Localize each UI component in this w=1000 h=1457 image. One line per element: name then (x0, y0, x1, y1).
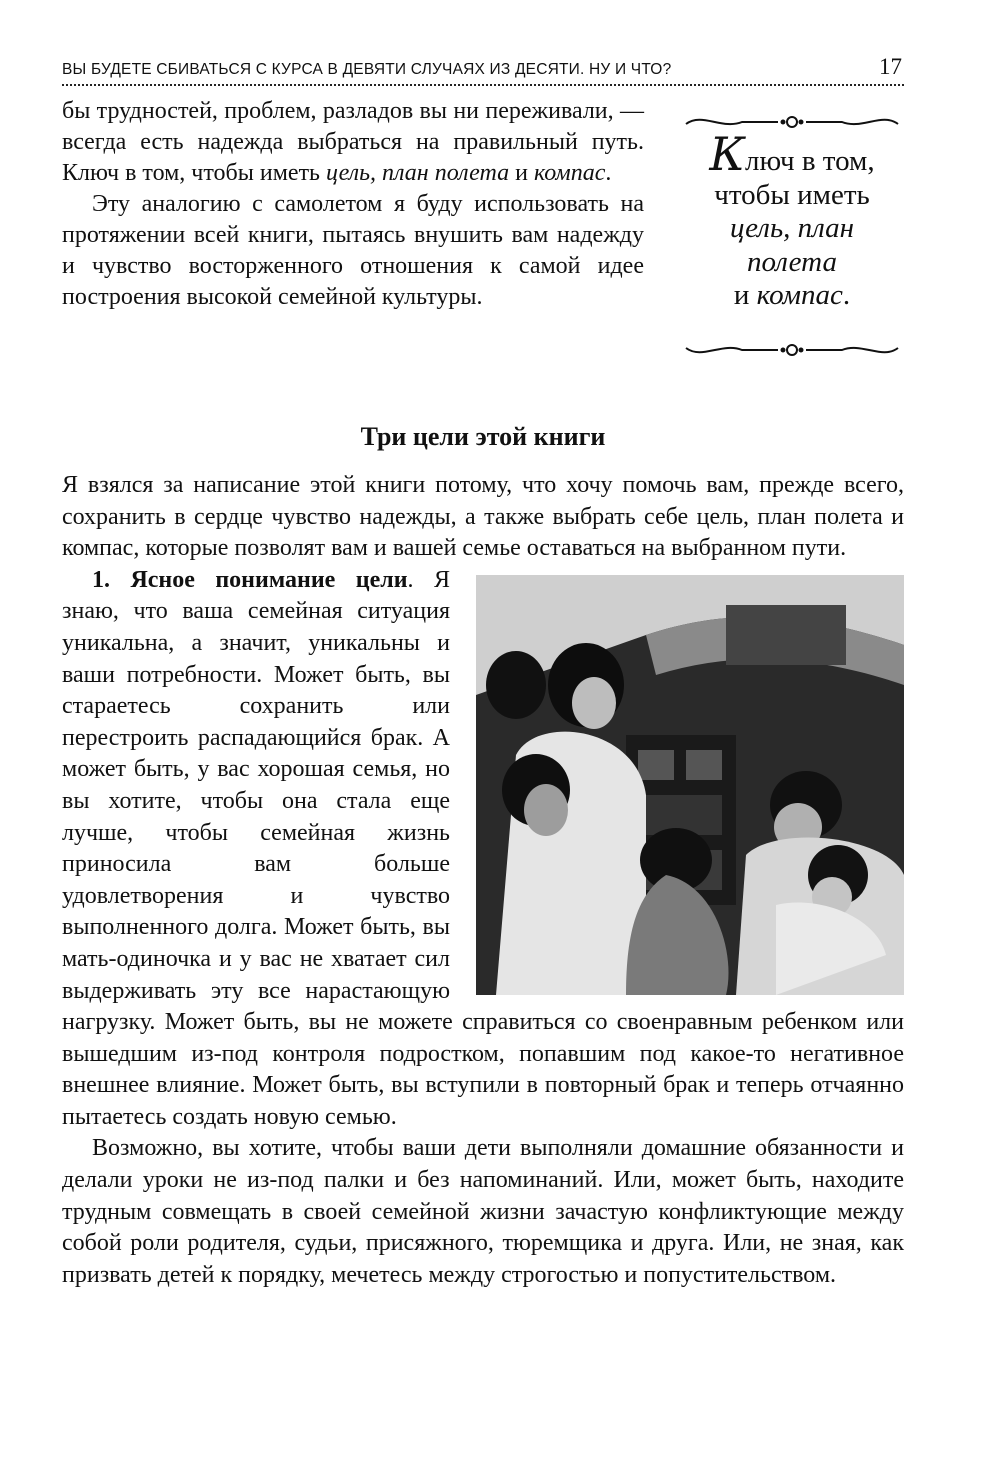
running-header (62, 52, 904, 86)
running-title: ВЫ БУДЕТЕ СБИВАТЬСЯ С КУРСА В ДЕВЯТИ СЛУЧАЯХ ИЗ ДЕСЯТИ. НУ И ЧТО? (62, 61, 672, 78)
item-1-paragraph: 1. Ясное понимание цели. Я знаю, что ваша семейная ситуация уникальна, а значит, уникальны и ваши потребности. Может быть, вы стараетесь сохранить или перестроить распадающийся брак. А может быть, у вас хорошая семья, но вы хотите, чтобы она стала еще лучше, чтобы семейная жизнь приносила вам больше удовлетворения и чувство выполненного долга. Может быть, вы мать-одиночка и у вас не хватает сил выдерживать эту все нарастающую нагрузку. Может быть, вы не можете справиться со своенравным ребенком или вышедшим из-под контроля подростком, попавшим под какое-то негативное внешнее влияние. Может быть, вы вступили в повторный брак и теперь отчаянно пытаетесь создать новую семью. (62, 566, 904, 1130)
pull-quote (682, 110, 902, 362)
page-number: 17 (879, 54, 902, 79)
intro-paragraph-1: бы трудностей, проблем, разладов вы ни переживали, — всегда есть надежда выбраться на правильный путь. Ключ в том, чтобы иметь цель, план полета и компас. (62, 98, 644, 186)
section-title: Три цели этой книги (360, 422, 606, 451)
item-1-heading: 1. Ясное понимание цели (92, 566, 408, 593)
intro-paragraph-2: Эту аналогию с самолетом я буду использовать на протяжении всей книги, пытаясь внушить вам надежду и чувство восторженного отношения к самой идее построения высокой семейной культуры. (62, 191, 644, 310)
family-in-cockpit-photo (476, 575, 904, 995)
lead-paragraph: Я взялся за написание этой книги потому, что хочу помочь вам, прежде всего, сохранить в сердце чувство надежды, а также выбрать себе цель, план полета и компас, которые позволят вам и вашей семье оставаться на выбранном пути. (62, 472, 904, 562)
ornament-bottom-icon (682, 338, 902, 362)
intro-text (62, 96, 644, 313)
pull-quote-text: Ключ в том, чтобы иметь цель, план полета и компас. (709, 127, 875, 311)
section-body (62, 470, 904, 1291)
cockpit-illustration-icon (476, 575, 904, 995)
last-paragraph: Возможно, вы хотите, чтобы ваши дети выполняли домашние обязанности и делали уроки не из-под палки и без напоминаний. Или, может быть, находите трудным совмещать в своей семейной жизни зачастую конфликтующие между собой роли родителя, судьи, присяжного, тюремщика и друга. Или, не зная, как призвать детей к порядку, мечетесь между строгостью и попустительством. (62, 1135, 904, 1288)
